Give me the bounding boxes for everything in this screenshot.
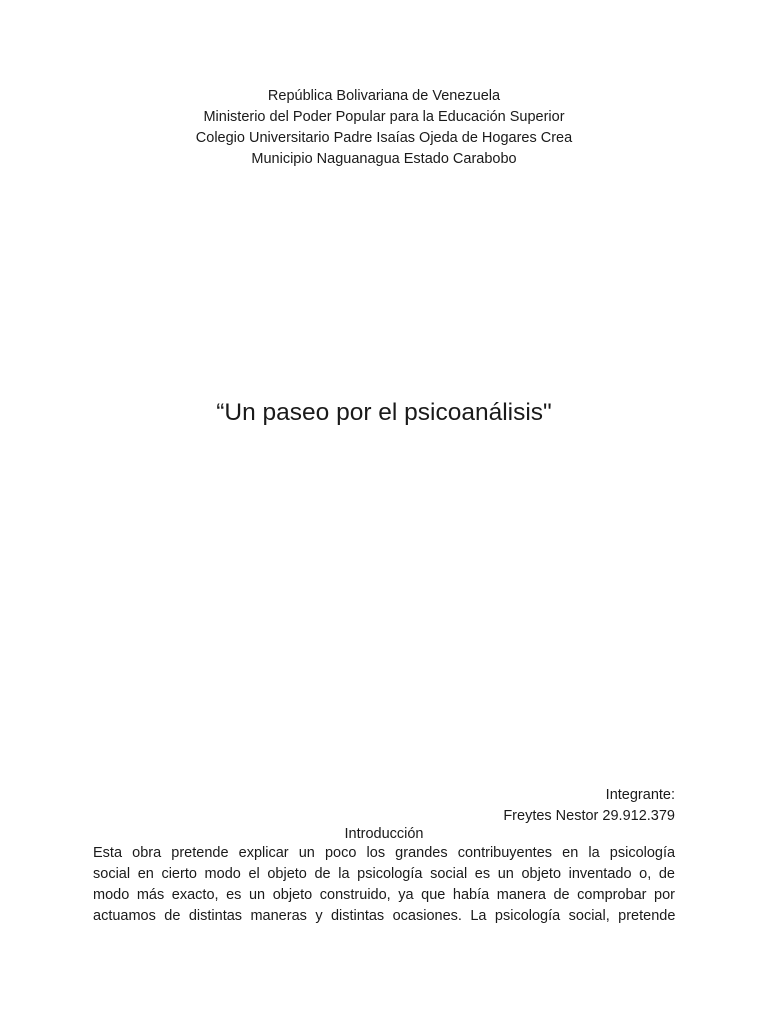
header-line-municipality: Municipio Naguanagua Estado Carabobo xyxy=(251,151,517,167)
paragraph-line: Esta obra pretende explicar un poco los grandes contribuyentes en la psicología xyxy=(93,845,676,861)
paragraph-line: modo más exacto, es un objeto construido, ya que había manera de comprobar por xyxy=(93,887,676,903)
author-name: Freytes Nestor 29.912.379 xyxy=(503,808,675,824)
header-line-ministry: Ministerio del Poder Popular para la Educación Superior xyxy=(203,109,565,125)
author-block xyxy=(503,785,675,827)
paragraph-line: social en cierto modo el objeto de la psicología social es un objeto inventado o, de xyxy=(93,866,675,882)
header-line-college: Colegio Universitario Padre Isaías Ojeda de Hogares Crea xyxy=(195,130,573,146)
institution-header xyxy=(0,86,768,170)
header-line-country: República Bolivariana de Venezuela xyxy=(267,88,501,104)
intro-heading: Introducción xyxy=(344,826,424,842)
author-label: Integrante: xyxy=(605,787,675,803)
intro-paragraph xyxy=(93,843,675,927)
document-title: “Un paseo por el psicoanálisis" xyxy=(216,399,552,426)
paragraph-line: actuamos de distintas maneras y distintas ocasiones. La psicología social, pretende xyxy=(93,908,676,924)
